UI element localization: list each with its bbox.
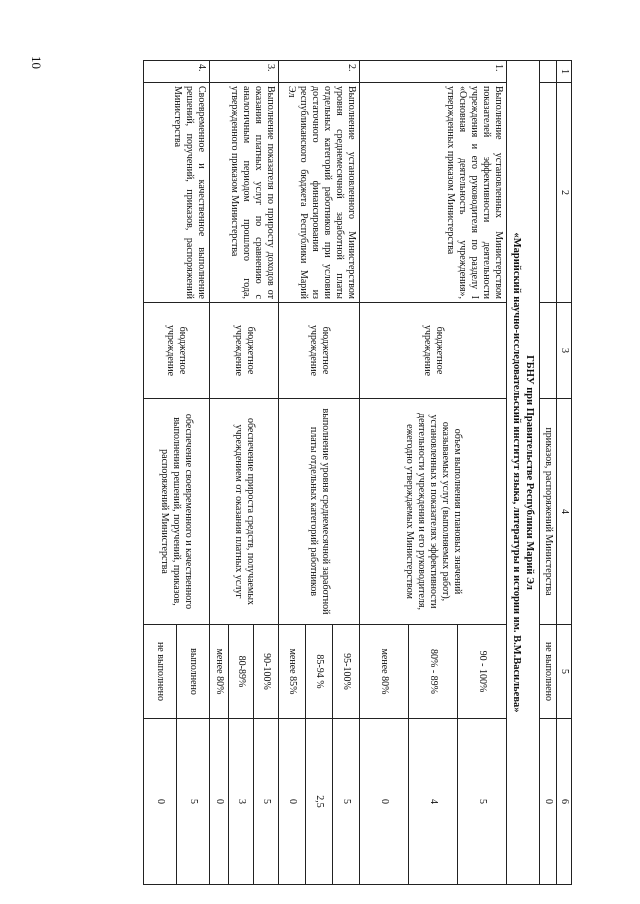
indicator-condition: обеспечение прироста средств, получаемых учреждением от оказания платных услуг: [210, 399, 279, 625]
score-value: 2,5: [306, 719, 333, 885]
score-value: 5: [177, 719, 210, 885]
indicator-condition: выполнение уровня среднемесячной заработной платы отдельных категорий работников: [279, 399, 360, 625]
score-value: 5: [333, 719, 360, 885]
page-number: 10: [29, 56, 44, 69]
score-value: 5: [458, 719, 507, 885]
col-num-6: 6: [557, 719, 572, 885]
institution-title-1: ГБНУ при Правительстве Республики Марий Эл: [524, 355, 535, 590]
institution-type: бюджетное учреждение: [210, 303, 279, 399]
carry-score: 0: [540, 719, 557, 885]
indicator-name: Выполнение установленных Министерством показателей эффективности деятельности учреждения и его руководителя по разделу I «Основная деятельность учреждения», утвержденных приказом Министерства: [360, 83, 507, 303]
col-num-4: 4: [557, 399, 572, 625]
threshold-value: менее 80%: [360, 625, 409, 719]
indicator-condition: обеспечение своевременного и качественного выполнения решений, поручений, приказов, распоряжений Министерства: [144, 399, 210, 625]
threshold-value: выполнено: [177, 625, 210, 719]
table-row: [458, 61, 507, 885]
carry-value: не выполнено: [540, 625, 557, 719]
institution-type: бюджетное учреждение: [144, 303, 210, 399]
score-value: 4: [409, 719, 458, 885]
row-number: 2.: [279, 61, 360, 83]
criteria-table: [143, 60, 572, 885]
institution-heading-row: [507, 61, 540, 885]
indicator-name: Выполнение установленного Министерством уровня среднемесячной заработной платы отдельных категорий работников при условии достаточного финансирования из республиканского бюджета Республики Марий Эл: [279, 83, 360, 303]
threshold-value: менее 85%: [279, 625, 306, 719]
carry-condition: приказов, распоряжений Министерства: [540, 399, 557, 625]
row-number: 1.: [360, 61, 507, 83]
threshold-value: менее 80%: [210, 625, 229, 719]
indicator-condition: объем выполнения плановых значений оказываемых услуг (выполняемых работ), установленных в показателях эффективности деятельности учреждения и его руководителя, ежегодно утверждаемых Министерством: [360, 399, 507, 625]
score-value: 0: [210, 719, 229, 885]
table-row: [177, 61, 210, 885]
threshold-value: 80-89%: [229, 625, 254, 719]
threshold-value: 85-94 %: [306, 625, 333, 719]
score-value: 3: [229, 719, 254, 885]
indicator-name: Своевременное и качественное выполнение решений, поручений, приказов, распоряжений Министерства: [144, 83, 210, 303]
score-value: 0: [360, 719, 409, 885]
threshold-value: 90-100%: [254, 625, 279, 719]
row-number: 4.: [144, 61, 210, 83]
col-num-1: 1: [557, 61, 572, 83]
threshold-value: 95-100%: [333, 625, 360, 719]
institution-title-2: «Марийский научно-исследовательский институт языка, литературы и истории им. В.М.Васильева»: [511, 232, 522, 713]
score-value: 0: [144, 719, 177, 885]
threshold-value: не выполнено: [144, 625, 177, 719]
indicator-name: Выполнение показателя по приросту доходов от оказания платных услуг по сравнению с аналогичным периодом прошлого года, утвержденного приказом Министерства: [210, 83, 279, 303]
row-number: 3.: [210, 61, 279, 83]
col-num-3: 3: [557, 303, 572, 399]
carry-over-row: [540, 61, 557, 885]
threshold-value: 90 - 100%: [458, 625, 507, 719]
table-row: [254, 61, 279, 885]
institution-type: бюджетное учреждение: [279, 303, 360, 399]
col-num-5: 5: [557, 625, 572, 719]
column-number-row: [557, 61, 572, 885]
institution-type: бюджетное учреждение: [360, 303, 507, 399]
rotated-table-page: [122, 60, 572, 884]
score-value: 0: [279, 719, 306, 885]
table-row: [333, 61, 360, 885]
col-num-2: 2: [557, 83, 572, 303]
score-value: 5: [254, 719, 279, 885]
threshold-value: 80% - 89%: [409, 625, 458, 719]
